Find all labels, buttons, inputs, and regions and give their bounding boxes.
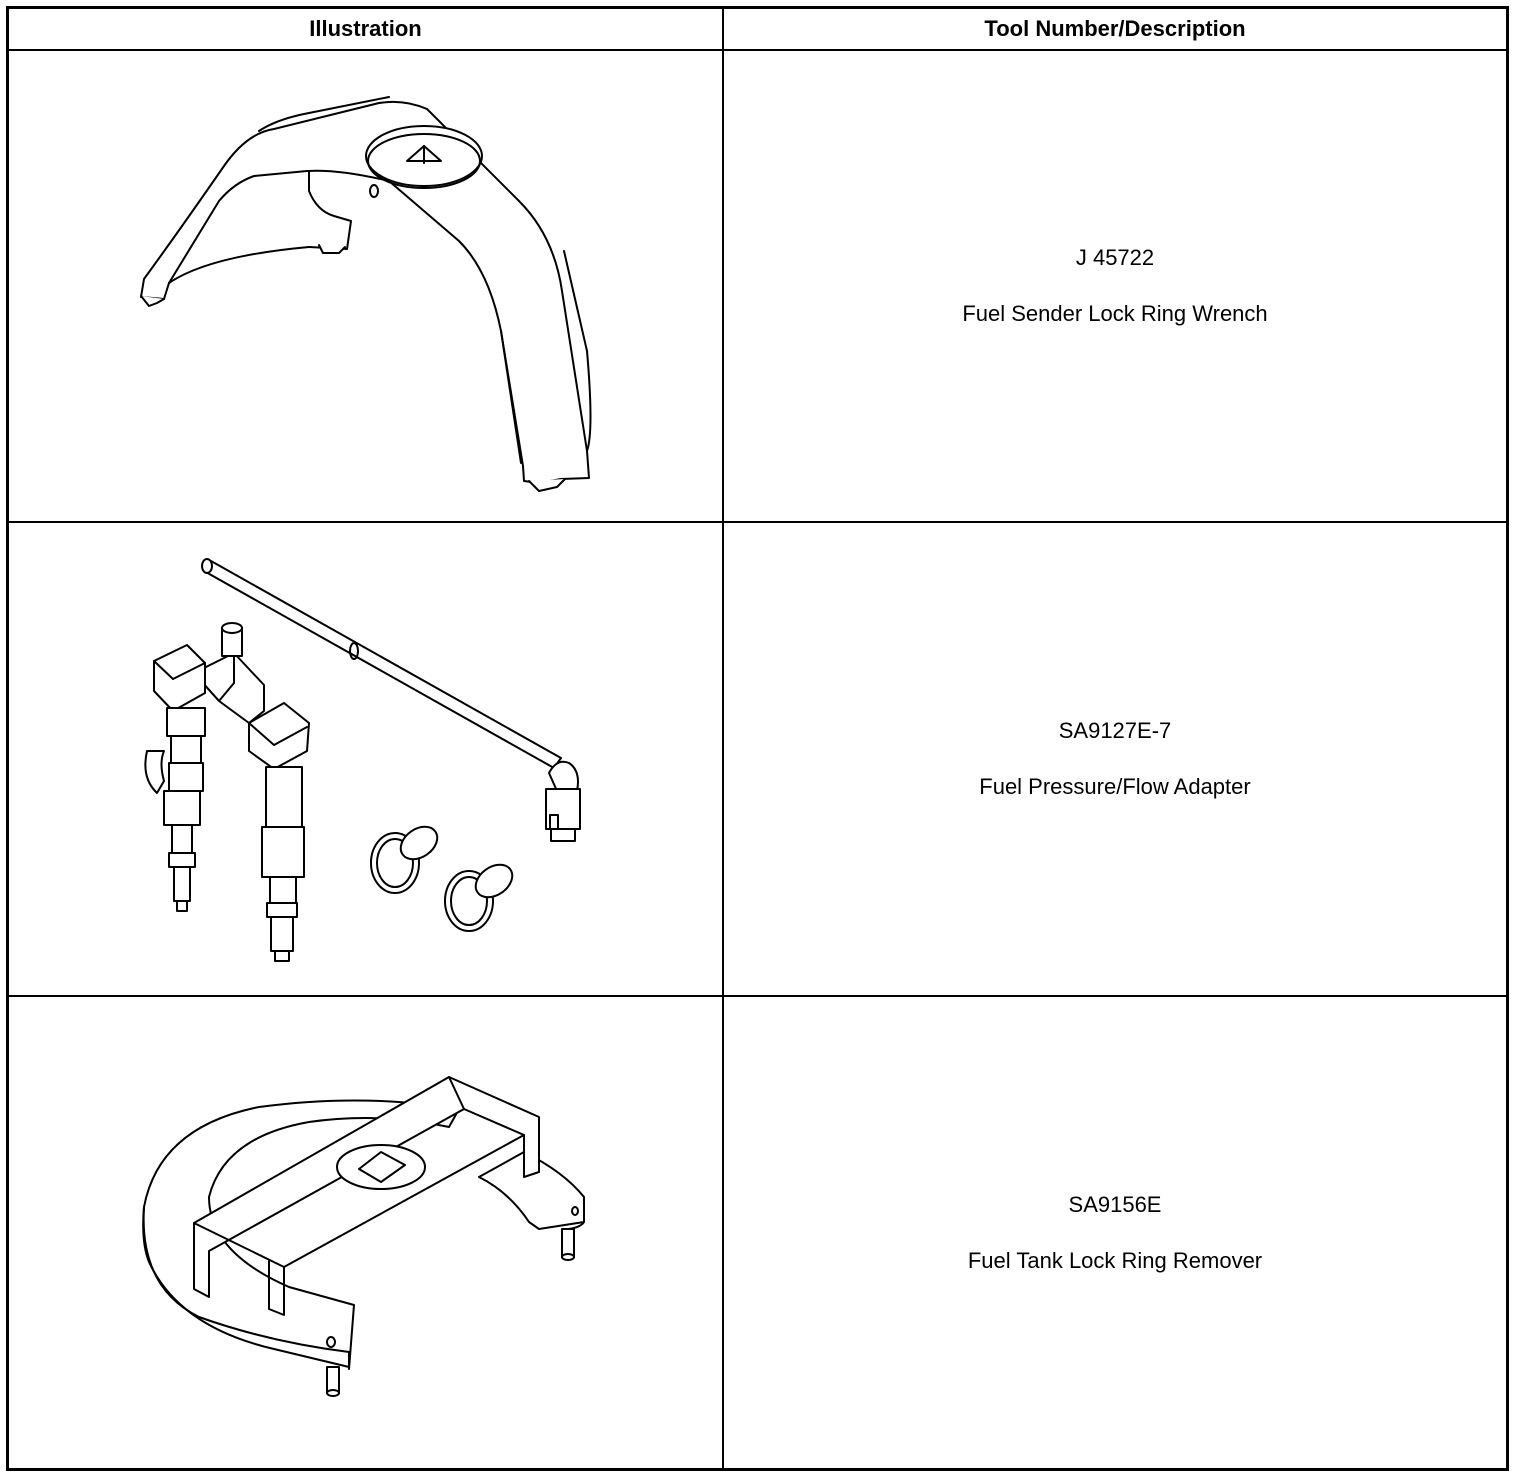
illustration-cell — [9, 523, 722, 995]
header-illustration: Illustration — [309, 16, 422, 41]
tool-description: Fuel Sender Lock Ring Wrench — [962, 301, 1268, 326]
pressure-flow-adapter-icon — [9, 523, 722, 995]
tool-description-cell — [724, 997, 1506, 1468]
tool-number: SA9156E — [1068, 1191, 1162, 1217]
tool-description: Fuel Pressure/Flow Adapter — [979, 774, 1251, 799]
tool-description: Fuel Tank Lock Ring Remover — [967, 1247, 1263, 1273]
tool-description-cell — [724, 523, 1506, 995]
header-tool-number-description: Tool Number/Description — [984, 16, 1246, 41]
tool-description-cell — [724, 51, 1506, 521]
tools-table — [6, 6, 1509, 1471]
tool-number: J 45722 — [1075, 245, 1155, 270]
illustration-cell — [9, 997, 722, 1468]
lock-ring-remover-icon — [9, 997, 722, 1468]
tool-number: SA9127E-7 — [1058, 718, 1172, 743]
illustration-cell — [9, 51, 722, 521]
lock-ring-wrench-icon — [9, 51, 722, 521]
